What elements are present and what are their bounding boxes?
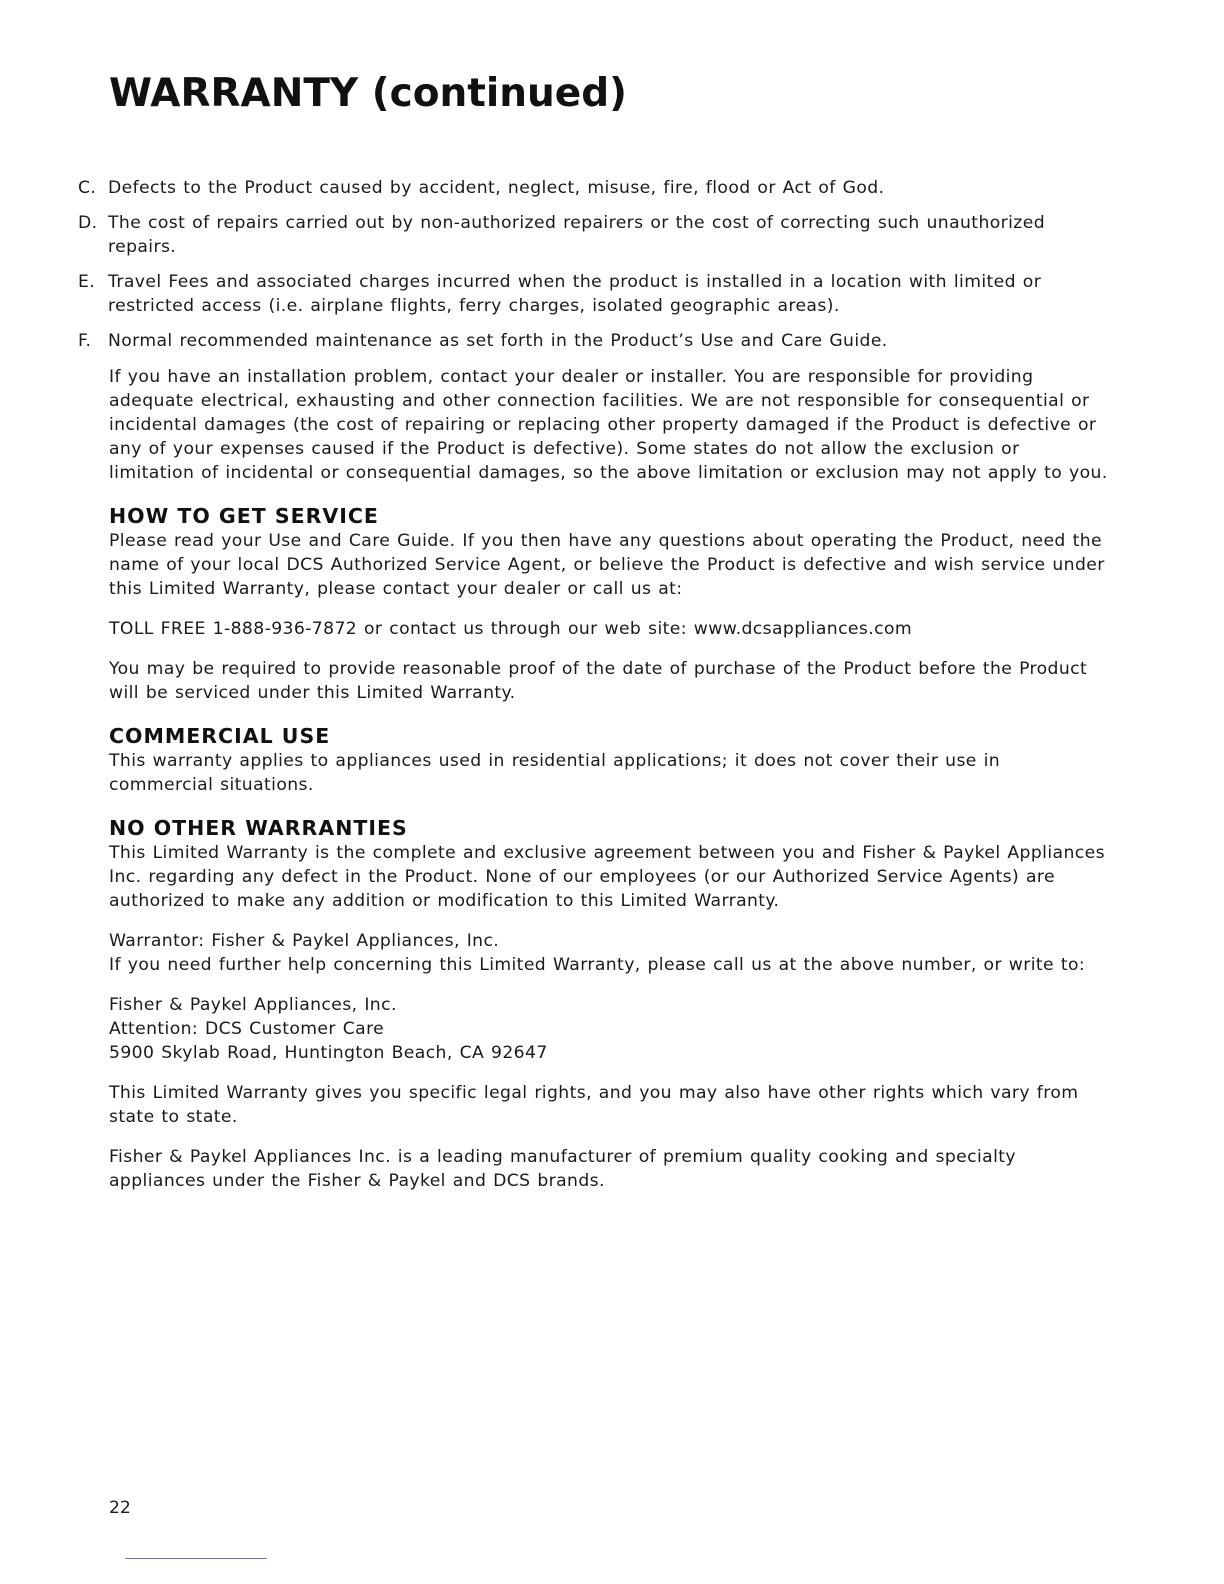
address-line: 5900 Skylab Road, Huntington Beach, CA 92647 — [109, 1043, 548, 1063]
company-about-paragraph: Fisher & Paykel Appliances Inc. is a leading manufacturer of premium quality cooking and specialty appliances under the Fisher & Paykel and DCS brands. — [109, 1147, 1016, 1191]
service-contact-paragraph: TOLL FREE 1-888-936-7872 or contact us through our web site: www.dcsappliances.com — [109, 619, 913, 639]
footer-rule — [125, 1558, 267, 1559]
proof-of-purchase-paragraph: You may be required to provide reasonable proof of the date of purchase of the Product before the Product will be serviced under this Limited Warranty. — [109, 659, 1088, 703]
address-line: Attention: DCS Customer Care — [109, 1019, 385, 1039]
mailing-address — [109, 993, 1109, 1065]
warranty-content — [0, 176, 1224, 1209]
list-letter: D. — [78, 213, 98, 233]
exclusion-item-e — [0, 270, 1108, 318]
address-line: Fisher & Paykel Appliances, Inc. — [109, 995, 397, 1015]
page-number: 22 — [109, 1498, 131, 1518]
warrantor-block — [109, 929, 1109, 977]
page-title: WARRANTY (continued) — [109, 71, 627, 116]
service-intro-paragraph: Please read your Use and Care Guide. If you then have any questions about operating the Product, need the name of your local DCS Authorized Service Agent, or believe the Product is defective and wish service under this Limited Warranty, please contact your dealer or call us at: — [109, 531, 1105, 599]
list-text: The cost of repairs carried out by non-authorized repairers or the cost of correcting such unauthorized repairs. — [108, 213, 1046, 257]
list-text: Travel Fees and associated charges incurred when the product is installed in a location with limited or restricted access (i.e. airplane flights, ferry charges, isolated geographic areas). — [108, 272, 1042, 316]
list-text: Defects to the Product caused by accident, neglect, misuse, fire, flood or Act of God. — [108, 178, 885, 198]
exclusion-item-f — [0, 329, 1108, 353]
commercial-use-paragraph: This warranty applies to appliances used in residential applications; it does not cover their use in commercial situations. — [109, 751, 1001, 795]
section-heading-no-other-warranties: NO OTHER WARRANTIES — [109, 816, 408, 840]
legal-rights-paragraph: This Limited Warranty gives you specific legal rights, and you may also have other rights which vary from state to state. — [109, 1083, 1079, 1127]
further-help-line: If you need further help concerning this Limited Warranty, please call us at the above number, or write to: — [109, 955, 1086, 975]
list-letter: C. — [78, 178, 97, 198]
section-heading-how-to-get-service: HOW TO GET SERVICE — [109, 504, 379, 528]
installation-paragraph: If you have an installation problem, contact your dealer or installer. You are responsible for providing adequate electrical, exhausting and other connection facilities. We are not responsible for consequential or incidental damages (the cost of repairing or replacing other property damaged if the Product is defective or any of your expenses caused if the Product is defective). Some states do not allow the exclusion or limitation of incidental or consequential damages, so the above limitation or exclusion may not apply to you. — [109, 367, 1108, 483]
list-text: Normal recommended maintenance as set forth in the Product’s Use and Care Guide. — [108, 331, 888, 351]
exclusion-item-c — [0, 176, 1108, 200]
section-heading-commercial-use: COMMERCIAL USE — [109, 724, 331, 748]
no-other-warranties-paragraph: This Limited Warranty is the complete and exclusive agreement between you and Fisher & Paykel Appliances Inc. regarding any defect in the Product. None of our employees (or our Authorized Service Agents) are authorized to make any addition or modification to this Limited Warranty. — [109, 843, 1105, 911]
warrantor-line: Warrantor: Fisher & Paykel Appliances, Inc. — [109, 931, 500, 951]
list-letter: F. — [78, 331, 92, 351]
list-letter: E. — [78, 272, 96, 292]
exclusion-item-d — [0, 211, 1108, 259]
